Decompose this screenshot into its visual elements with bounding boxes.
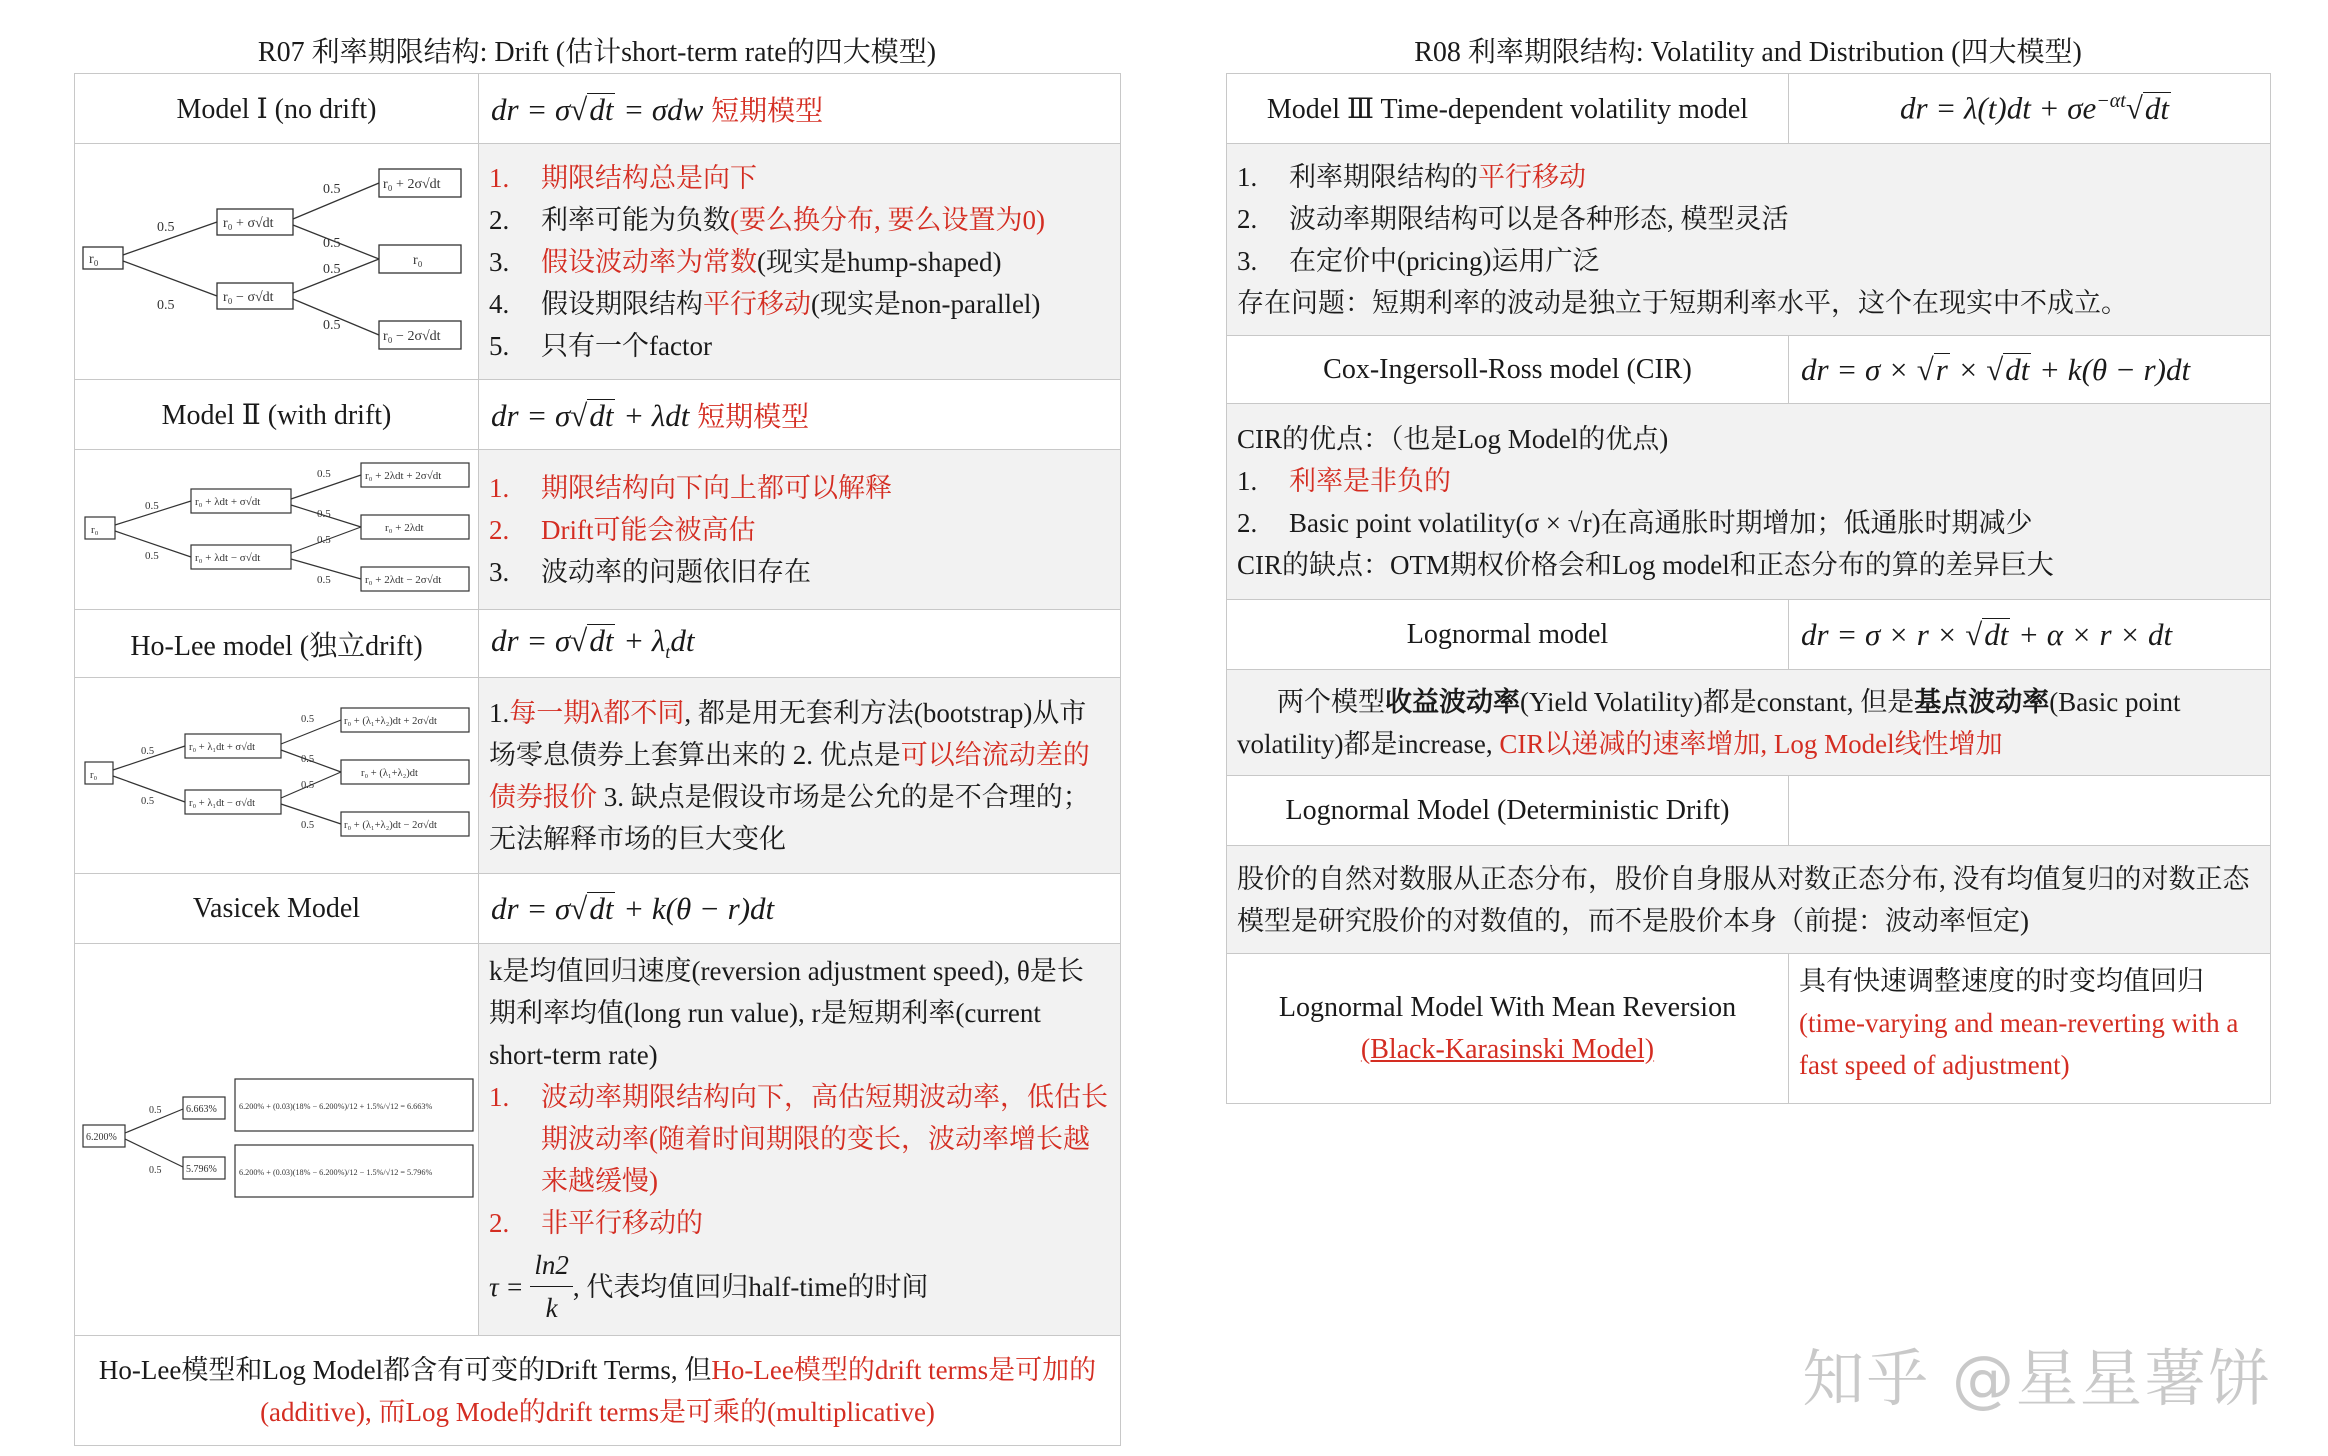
tree-ud-node: r₀: [412, 253, 423, 268]
model2-binomial-tree: [79, 453, 475, 601]
holee-binomial-tree: [79, 698, 475, 848]
cir-advantages-title: CIR的优点：（也是Log Model的优点): [1237, 423, 1669, 454]
tree-uu-node: r₀ + 2σ√dt: [382, 177, 441, 192]
lognormal-det-label: Lognormal Model (Deterministic Drift): [1227, 776, 1789, 846]
model3-label: Model Ⅲ Time-dependent volatility model: [1227, 74, 1789, 144]
vasicek-formula: dr = σ√dt + k(θ − r)dt: [479, 874, 1121, 944]
tree-prob: 0.5: [316, 534, 331, 546]
tree-prob: 0.5: [322, 182, 340, 197]
half-life-formula: τ = $\frac{\ln 2}{k}$ , 代表均值回归half-time的时间: [489, 1244, 1110, 1329]
tree-prob: 0.5: [316, 574, 331, 586]
lognormal-mr-notes: 具有快速调整速度的时变均值回归 (time-varying and mean-reverting with a fast speed of adjustment): [1789, 954, 2271, 1104]
model2-formula-note: 短期模型: [697, 401, 810, 433]
tree-prob: 0.5: [156, 298, 174, 313]
model1-formula: dr = σ√dt = σdw 短期模型: [479, 74, 1121, 144]
vasicek-intro: k是均值回归速度(reversion adjustment speed), θ是长期利率均值(long run value), r是短期利率(current short-term rate): [489, 956, 1084, 1070]
list-item: 2. Basic point volatility(σ × √r)在高通胀时期增加；低通胀时期减少: [1237, 507, 2033, 538]
tree-uu-node: r₀ + 2λdt + 2σ√dt: [364, 470, 441, 482]
black-karasinski-label: (Black-Karasinski Model): [1360, 1033, 1655, 1065]
list-item: 3. 波动率的问题依旧存在: [489, 556, 811, 587]
model1-binomial-tree: [79, 149, 475, 369]
model2-label: Model Ⅱ (with drift): [75, 380, 479, 450]
list-item: 2. 利率可能为负数(要么换分布, 要么设置为0): [489, 204, 1045, 235]
holee-notes: 1.每一期λ都不同, 都是用无套利方法(bootstrap)从市场零息债券上套算出来的 2. 优点是可以给流动差的债券报价 3. 缺点是假设市场是公允的是不合理的；无法解释市场的巨大变化: [479, 678, 1121, 874]
list-item: 1. 波动率期限结构向下，高估短期波动率，低估长期波动率(随着时间期限的变长，波动率增长越来越缓慢): [489, 1082, 1108, 1196]
list-item: 1. 期限结构向下向上都可以解释: [489, 472, 892, 503]
tree-up-node: 6.663%: [185, 1104, 217, 1115]
tree-dd-node: r₀ − 2σ√dt: [382, 329, 441, 344]
tree-ud-node: r₀ + 2λdt: [384, 522, 424, 534]
tree-down-node: r₀ + λdt − σ√dt: [194, 552, 260, 564]
list-item: 1. 利率期限结构的平行移动: [1237, 161, 1586, 192]
tree-prob: 0.5: [322, 318, 340, 333]
model3-issue: 存在问题：短期利率的波动是独立于短期利率水平，这个在现实中不成立。: [1237, 287, 2128, 318]
lognormal-det-notes: 股价的自然对数服从正态分布，股价自身服从对数正态分布, 没有均值复归的对数正态模型是研究股价的对数值的，而不是股价本身（前提：波动率恒定): [1227, 846, 2271, 954]
tree-ud-node: r₀ + (λ₁+λ₂)dt: [360, 768, 418, 779]
tree-prob: 0.5: [316, 468, 331, 480]
model1-notes: [479, 144, 1121, 380]
tree-root: r₀: [90, 524, 98, 536]
tree-prob: 0.5: [300, 714, 314, 725]
holee-label: Ho-Lee model (独立drift): [75, 610, 479, 678]
list-item: 3. 在定价中(pricing)运用广泛: [1237, 245, 1600, 276]
left-footer: Ho-Lee模型和Log Model都含有可变的Drift Terms, 但Ho-Lee模型的drift terms是可加的(additive), 而Log Mode的drift terms是可乘的(multiplicative): [75, 1336, 1121, 1446]
tree-down-node: r₀ + λ₁dt − σ√dt: [188, 798, 255, 809]
model2-tree-diagram: [75, 450, 479, 610]
list-item: 4. 假设期限结构平行移动(现实是non-parallel): [489, 288, 1041, 319]
watermark: 知乎 @星星薯饼: [1802, 1342, 2272, 1415]
vasicek-label: Vasicek Model: [75, 874, 479, 944]
right-table: [1226, 73, 2271, 1104]
tree-prob: 0.5: [300, 820, 314, 831]
tree-dd-node: r₀ + (λ₁+λ₂)dt − 2σ√dt: [343, 820, 437, 831]
list-item: 1. 利率是非负的: [1237, 465, 1451, 496]
tree-prob: 0.5: [144, 550, 159, 562]
model1-label: Model Ⅰ (no drift): [75, 74, 479, 144]
lognormal-mr-label: Lognormal Model With Mean Reversion (Black-Karasinski Model): [1227, 954, 1789, 1104]
cir-notes: [1227, 404, 2271, 600]
tree-down-calc: 6.200% + (0.03)(18% − 6.200%)/12 − 1.5%/√12 = 5.796%: [238, 1168, 432, 1177]
tree-prob: 0.5: [148, 1165, 161, 1176]
cir-label: Cox-Ingersoll-Ross model (CIR): [1227, 336, 1789, 404]
tree-prob: 0.5: [148, 1105, 161, 1116]
tree-root: r₀: [88, 252, 99, 267]
tree-root: 6.200%: [85, 1132, 117, 1143]
tree-prob: 0.5: [140, 746, 154, 757]
tree-up-node: r₀ + λdt + σ√dt: [194, 496, 260, 508]
tree-prob: 0.5: [300, 754, 314, 765]
tree-up-node: r₀ + λ₁dt + σ√dt: [188, 742, 255, 753]
tree-up-calc: 6.200% + (0.03)(18% − 6.200%)/12 + 1.5%/√12 = 6.663%: [238, 1102, 432, 1111]
vasicek-tree-diagram: [75, 944, 479, 1336]
list-item: 2. 非平行移动的: [489, 1208, 703, 1238]
right-title: R08 利率期限结构: Volatility and Distribution (四大模型): [1414, 37, 2082, 68]
model1-tree-diagram: [75, 144, 479, 380]
vasicek-binomial-tree: [79, 1057, 475, 1217]
cir-disadvantages: CIR的缺点：OTM期权价格会和Log model和正态分布的算的差异巨大: [1237, 549, 2054, 580]
tree-prob: 0.5: [140, 796, 154, 807]
list-item: 5. 只有一个factor: [489, 330, 712, 361]
tree-prob: 0.5: [300, 780, 314, 791]
tree-prob: 0.5: [144, 500, 159, 512]
list-item: 2. Drift可能会被高估: [489, 514, 756, 545]
lognormal-det-formula: [1789, 776, 2271, 846]
tree-prob: 0.5: [322, 236, 340, 251]
model1-formula-note: 短期模型: [711, 95, 824, 127]
lognormal-formula: dr = σ × r × √dt + α × r × dt: [1789, 600, 2271, 670]
lognormal-notes: 两个模型收益波动率(Yield Volatility)都是constant, 但是基点波动率(Basic point volatility)都是increase, CIR以递减的速率增加, Log Model线性增加: [1227, 670, 2271, 776]
tree-down-node: r₀ − σ√dt: [222, 290, 274, 305]
list-item: 2. 波动率期限结构可以是各种形态, 模型灵活: [1237, 203, 1789, 234]
list-item: 1. 期限结构总是向下: [489, 162, 757, 193]
model2-formula: dr = σ√dt + λdt 短期模型: [479, 380, 1121, 450]
tree-prob: 0.5: [322, 262, 340, 277]
holee-formula: dr = $\sigma√dt + \lambda_tdt$: [479, 610, 1121, 678]
lognormal-label: Lognormal model: [1227, 600, 1789, 670]
model3-formula: dr = $\lambda(t)dt + \sigma e^{-\alpha t}√dt$: [1789, 74, 2271, 144]
tree-prob: 0.5: [156, 220, 174, 235]
tree-prob: 0.5: [316, 508, 331, 520]
tree-root: r₀: [89, 770, 97, 781]
tree-up-node: r₀ + σ√dt: [222, 216, 274, 231]
left-title: R07 利率期限结构: Drift (估计short-term rate的四大模型): [257, 37, 937, 68]
tree-down-node: 5.796%: [185, 1164, 217, 1175]
tree-dd-node: r₀ + 2λdt − 2σ√dt: [364, 574, 441, 586]
vasicek-notes: [479, 944, 1121, 1336]
cir-formula: dr = σ × √r × √dt + k(θ − r)dt: [1789, 336, 2271, 404]
model3-notes: [1227, 144, 2271, 336]
holee-tree-diagram: [75, 678, 479, 874]
list-item: 3. 假设波动率为常数(现实是hump-shaped): [489, 246, 1002, 277]
tree-uu-node: r₀ + (λ₁+λ₂)dt + 2σ√dt: [343, 716, 437, 727]
model2-notes: [479, 450, 1121, 610]
left-table: [74, 73, 1121, 1446]
